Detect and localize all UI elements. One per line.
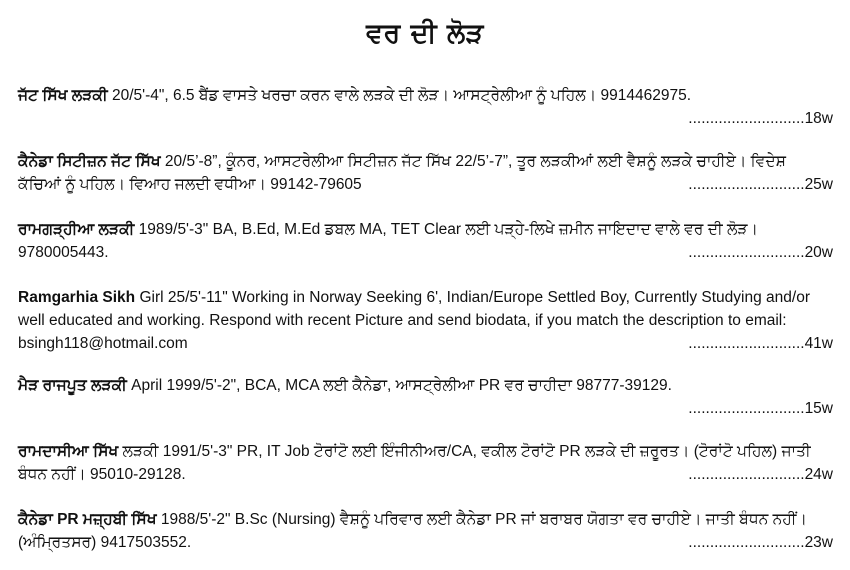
ad-text: Girl 25/5'-11" Working in Norway Seeking 6', Indian/Europe Settled Boy, Currently Studying and/or well educated and working. Respond with recent Picture and send biodata, if you match the description to email: bsingh118@hotmail.com [18,289,810,352]
ad-text: 1988/5'-2" B.Sc (Nursing) ਵੈਸ਼ਨੂੰ ਪਰਿਵਾਰ ਲਈ ਕੈਨੇਡਾ PR ਜਾਂ ਬਰਾਬਰ ਯੋਗਤਾ ਵਰ ਚਾਹੀਏ। ਜਾਤੀ ਬੰਧਨ ਨਹੀਂ। (ਅੰਮ੍ਰਿਤਸਰ) 9417503552. [18,511,807,551]
ad-code-line [688,173,833,196]
ad-item-5 [18,374,833,420]
ad-text: April 1999/5'-2", BCA, MCA ਲਈ ਕੈਨੇਡਾ, ਆਸਟ੍ਰੇਲੀਆ PR ਵਰ ਚਾਹੀਦਾ 98777-39129. [126,377,672,394]
ad-lead: ਰਾਮਦਾਸੀਆ ਸਿੱਖ [18,443,119,460]
dot-leader: ........................... [688,466,805,483]
ad-item-2 [18,150,833,196]
ad-item-6 [18,440,833,486]
ad-code-line [688,463,833,486]
ad-code-line [688,332,833,355]
ad-item-3 [18,218,833,264]
ad-text: 1989/5'-3" BA, B.Ed, M.Ed ਡਬਲ MA, TET Clear ਲਈ ਪੜ੍ਹੇ-ਲਿਖੇ ਜ਼ਮੀਨ ਜਾਇਦਾਦ ਵਾਲੇ ਵਰ ਦੀ ਲੋੜ। 9780005443. [18,221,758,261]
ad-code-line [18,107,833,130]
ad-code: 15w [804,400,833,417]
ad-code: 18w [804,110,833,127]
ad-code: 20w [804,244,833,261]
dot-leader: ........................... [688,534,805,551]
ad-lead: ਕੈਨੇਡਾ ਸਿਟੀਜ਼ਨ ਜੱਟ ਸਿੱਖ [18,153,161,170]
dot-leader: ........................... [688,176,805,193]
page-title: ਵਰ ਦੀ ਲੋੜ [366,18,484,49]
ad-text: ਲੜਕੀ 1991/5'-3" PR, IT Job ਟੋਰਾਂਟੋ ਲਈ ਇੰਜੀਨੀਅਰ/CA, ਵਕੀਲ ਟੋਰਾਂਟੋ PR ਲੜਕੇ ਦੀ ਜ਼ਰੂਰਤ। (ਟੋਰਾਂਟੋ ਪਹਿਲ) ਜਾਤੀ ਬੰਧਨ ਨਹੀਂ। 95010-29128. [18,443,811,483]
ad-code: 25w [804,176,833,193]
ad-code-line [688,241,833,264]
ad-code: 41w [804,335,833,352]
ad-code-line [688,531,833,554]
ad-lead: ਜੱਟ ਸਿੱਖ ਲੜਕੀ [18,87,108,104]
ad-text: 20/5'-4", 6.5 ਬੈਂਡ ਵਾਸਤੇ ਖਰਚਾ ਕਰਨ ਵਾਲੇ ਲੜਕੇ ਦੀ ਲੋੜ। ਆਸਟ੍ਰੇਲੀਆ ਨੂੰ ਪਹਿਲ। 9914462975. [107,87,692,104]
ad-lead: Ramgarhia Sikh [18,289,136,306]
ad-item-1 [18,84,833,130]
dot-leader: ........................... [688,244,805,261]
ad-item-4 [18,286,833,355]
ad-code-line [18,397,833,420]
ad-item-7 [18,508,833,554]
ad-code: 23w [804,534,833,551]
ad-code: 24w [804,466,833,483]
ad-lead: ਰਾਮਗੜ੍ਹੀਆ ਲੜਕੀ [18,221,135,238]
ad-lead: ਮੈੜ ਰਾਜਪੂਤ ਲੜਕੀ [18,377,127,394]
ad-lead: ਕੈਨੇਡਾ PR ਮਜ਼੍ਹਬੀ ਸਿੱਖ [18,511,157,528]
dot-leader: ........................... [688,335,805,352]
dot-leader: ........................... [688,110,805,127]
ad-text: 20/5’-8”, ਕੂੰਨਰ, ਆਸਟਰੇਲੀਆ ਸਿਟੀਜ਼ਨ ਜੱਟ ਸਿੱਖ 22/5’-7”, ਤੂਰ ਲੜਕੀਆਂ ਲਈ ਵੈਸ਼ਨੂੰ ਲੜਕੇ ਚਾਹੀਏ। ਵਿਦੇਸ਼ ਕੱਚਿਆਂ ਨੂੰ ਪਹਿਲ। ਵਿਆਹ ਜਲਦੀ ਵਧੀਆ। 99142-79605 [18,153,786,193]
dot-leader: ........................... [688,400,805,417]
